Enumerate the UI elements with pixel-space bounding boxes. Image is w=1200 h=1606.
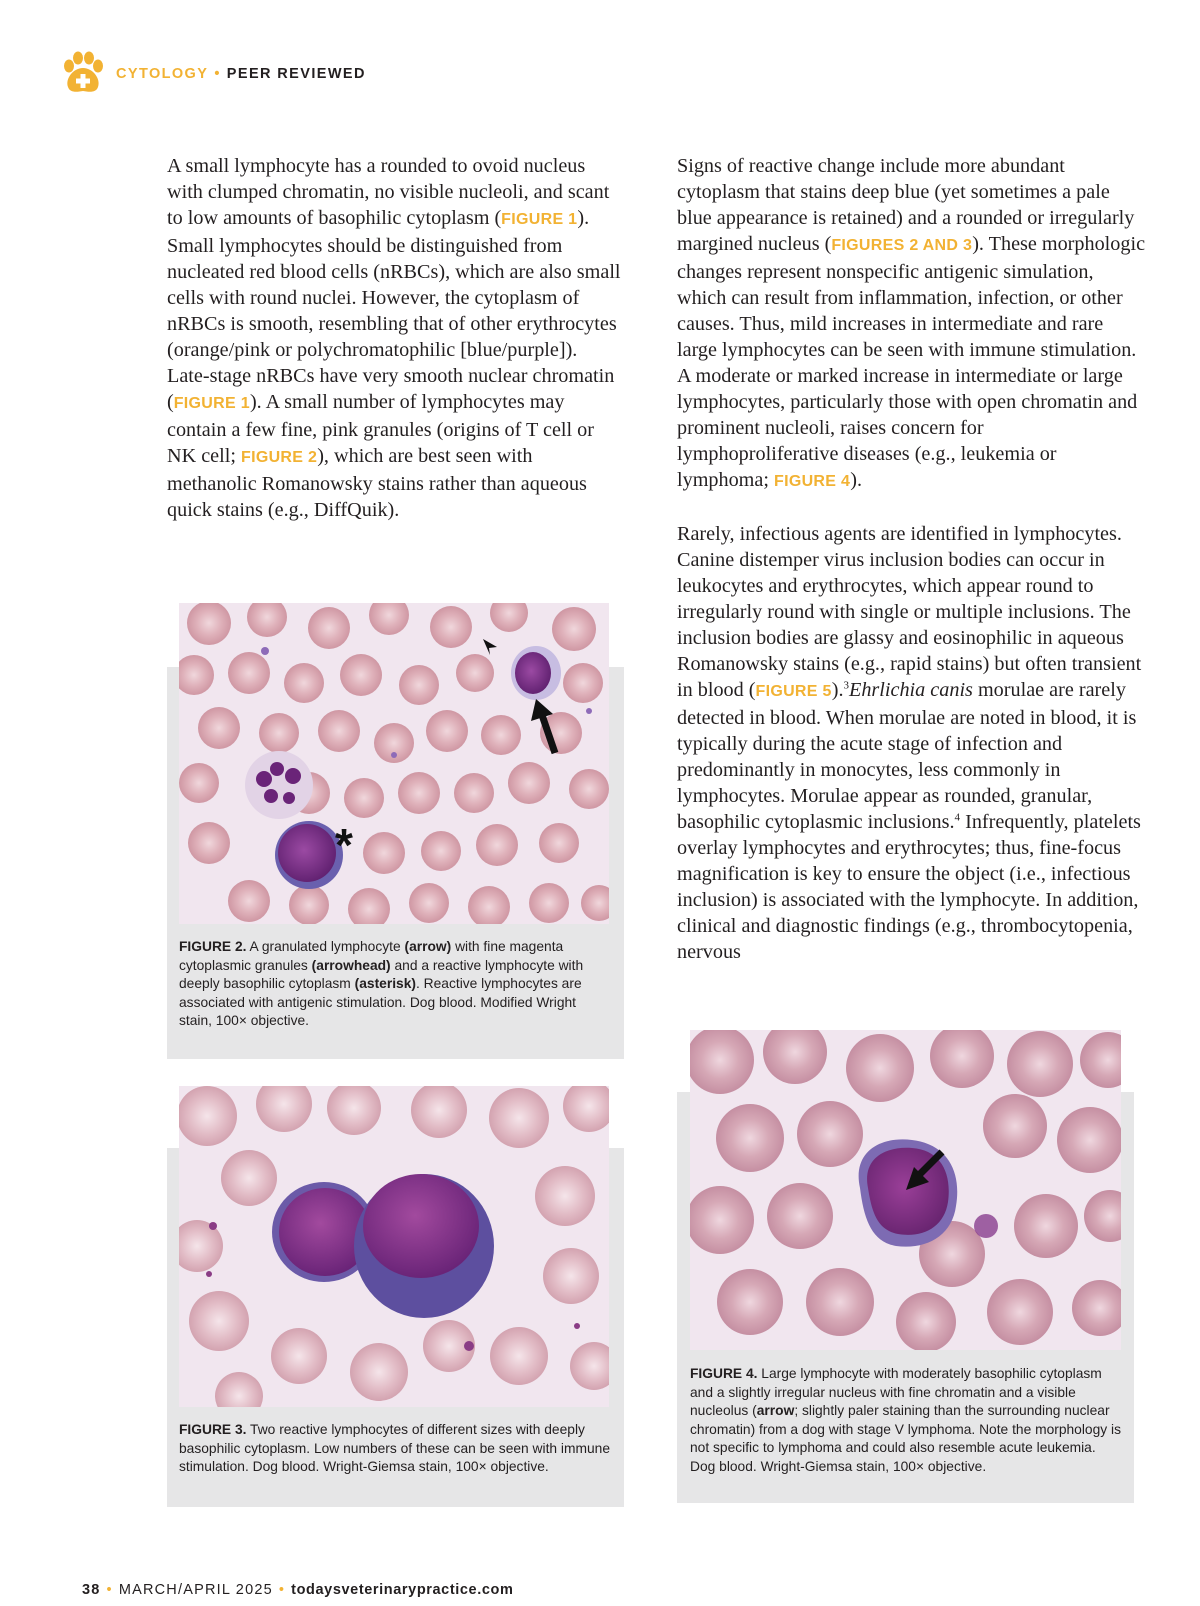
- figure-4-caption: [690, 1365, 1122, 1477]
- text-run: Rarely, infectious agents are identified in lymphocytes. Canine distemper virus inclusion bodies can occur in leukocytes and erythrocytes, which appear round to irregularly round with single or multiple inclusions. The inclusion bodies are glassy and eosinophilic in aqueous Romanowsky stains (e.g., rapid stains) but often transient in blood (: [677, 523, 1142, 701]
- header-separator: •: [214, 66, 221, 82]
- paragraph-reactive-change: [677, 153, 1147, 495]
- body-text-left: [167, 153, 622, 523]
- citation-3: 3: [843, 679, 849, 692]
- figure-3-micrograph: [179, 1086, 609, 1407]
- caption-bold: arrow: [756, 1403, 795, 1419]
- caption-text: Two reactive lymphocytes of different sizes with deeply basophilic cytoplasm. Low numbers of these can be seen with immune stimulation. Dog blood. Wright-Giemsa stain, 100× objective.: [179, 1422, 610, 1475]
- issue-date: MARCH/APRIL 2025: [118, 1582, 273, 1598]
- category-label: CYTOLOGY: [116, 66, 209, 82]
- figure-4-image: [690, 1030, 1121, 1350]
- caption-text: A granulated lymphocyte: [246, 939, 405, 954]
- footer-separator: •: [278, 1582, 286, 1598]
- figure-4-reference: FIGURE 4: [774, 473, 851, 490]
- paragraph-infectious-agents: [677, 521, 1147, 965]
- page-header: [60, 52, 366, 96]
- caption-bold: (arrowhead): [311, 957, 391, 973]
- figure-2-image: [179, 603, 609, 924]
- text-run: ). A small number of lymphocytes may contain a few fine, pink granules (origins of T cell or NK cell;: [167, 391, 594, 467]
- website-link[interactable]: todaysveterinarypractice.com: [291, 1582, 514, 1598]
- figure-2-label: FIGURE 2.: [179, 939, 247, 954]
- figure-2-asterisk: *: [335, 819, 353, 871]
- text-run: Infrequently, platelets overlay lymphocytes and erythrocytes; thus, fine-focus magnification is key to ensure the object (i.e., infectious inclusion) is associated with the lymphocyte. In addition, clinical and diagnostic findings (e.g., thrombocytopenia, nervous: [677, 811, 1141, 963]
- figure-2-caption: [179, 938, 611, 1031]
- figure-1-reference: FIGURE 1: [173, 395, 250, 412]
- figures-2-3-reference: FIGURES 2 AND 3: [831, 237, 973, 254]
- caption-text: ; slightly paler staining than the surrounding nuclear chromatin) from a dog with stage V lymphoma. Note the morphology is not specific to lymphoma and could also resemble acute leukemia. Dog blood. Wright-Giemsa stain, 100× objective.: [690, 1403, 1121, 1474]
- caption-text: and a reactive lymphocyte with deeply basophilic cytoplasm: [179, 957, 584, 992]
- granulated-lymphocyte: [511, 646, 561, 700]
- figure-4-micrograph: [690, 1030, 1121, 1350]
- citation-4: 4: [954, 811, 961, 824]
- text-run: ). These morphologic changes represent nonspecific antigenic simulation, which can result from inflammation, infection, or other causes. Thus, mild increases in intermediate and rare large lymphocytes can be seen with immune stimulation. A moderate or marked increase in intermediate or large lymphocytes, particularly those with open chromatin and prominent nucleoli, raises concern for lymphoproliferative diseases (e.g., leukemia or lymphoma;: [677, 233, 1146, 491]
- reactive-lymphocyte-large: [354, 1174, 494, 1318]
- page-number: 38: [82, 1582, 101, 1598]
- figure-2-micrograph: [179, 603, 609, 924]
- platelet: [974, 1214, 998, 1238]
- arrowhead-marker: [483, 639, 497, 655]
- caption-bold: (arrow): [404, 939, 452, 954]
- figure-5-reference: FIGURE 5: [755, 683, 832, 700]
- caption-text: with fine magenta cytoplasmic granules: [179, 939, 564, 973]
- figure-3-caption: [179, 1421, 611, 1477]
- paragraph-small-lymphocyte: [167, 153, 622, 523]
- figure-4-label: FIGURE 4.: [690, 1366, 758, 1381]
- figure-1-reference: FIGURE 1: [501, 211, 578, 228]
- caption-text: . Reactive lymphocytes are associated with antigenic stimulation. Dog blood. Modified Wright stain, 100× objective.: [179, 976, 582, 1029]
- page-footer: [82, 1582, 513, 1598]
- section-label: [116, 66, 366, 82]
- text-run: morulae are rarely detected in blood. When morulae are noted in blood, it is typically during the acute stage of infection and predominantly in monocytes, less commonly in lymphocytes. Morulae appear as rounded, granular, basophilic cytoplasmic inclusions.: [677, 679, 1137, 833]
- body-text-right: [677, 153, 1147, 965]
- text-run: ).: [850, 469, 862, 491]
- neutrophil: [245, 751, 313, 819]
- figure-3-label: FIGURE 3.: [179, 1422, 247, 1437]
- caption-bold: (asterisk): [354, 976, 416, 992]
- paw-plus-icon: [60, 51, 106, 97]
- text-run: Signs of reactive change include more abundant cytoplasm that stains deep blue (yet sometimes a pale blue appearance is retained) and a rounded or irregularly margined nucleus (: [677, 155, 1135, 255]
- caption-text: Large lymphocyte with moderately basophilic cytoplasm and a slightly irregular nucleus with fine chromatin and a visible nucleolus (: [690, 1366, 1102, 1419]
- figure-2-reference: FIGURE 2: [241, 449, 318, 466]
- species-name: Ehrlichia canis: [849, 679, 973, 701]
- figure-3-image: [179, 1086, 609, 1407]
- reactive-lymphocyte: [275, 821, 343, 889]
- text-run: ), which are best seen with methanolic Romanowsky stains rather than aqueous quick stains (e.g., DiffQuik).: [167, 445, 587, 521]
- review-type-label: PEER REVIEWED: [226, 66, 366, 82]
- footer-separator: •: [106, 1582, 113, 1598]
- text-run: ).: [831, 679, 844, 701]
- text-run: ). Small lymphocytes should be distinguished from nucleated red blood cells (nRBCs), which are also small cells with round nuclei. However, the cytoplasm of nRBCs is smooth, resembling that of other erythrocytes (orange/pink or polychromatophilic [blue/purple]). Late-stage nRBCs have very smooth nuclear chromatin (: [167, 207, 621, 413]
- text-run: A small lymphocyte has a rounded to ovoid nucleus with clumped chromatin, no visible nucleoli, and scant to low amounts of basophilic cytoplasm (: [167, 155, 610, 229]
